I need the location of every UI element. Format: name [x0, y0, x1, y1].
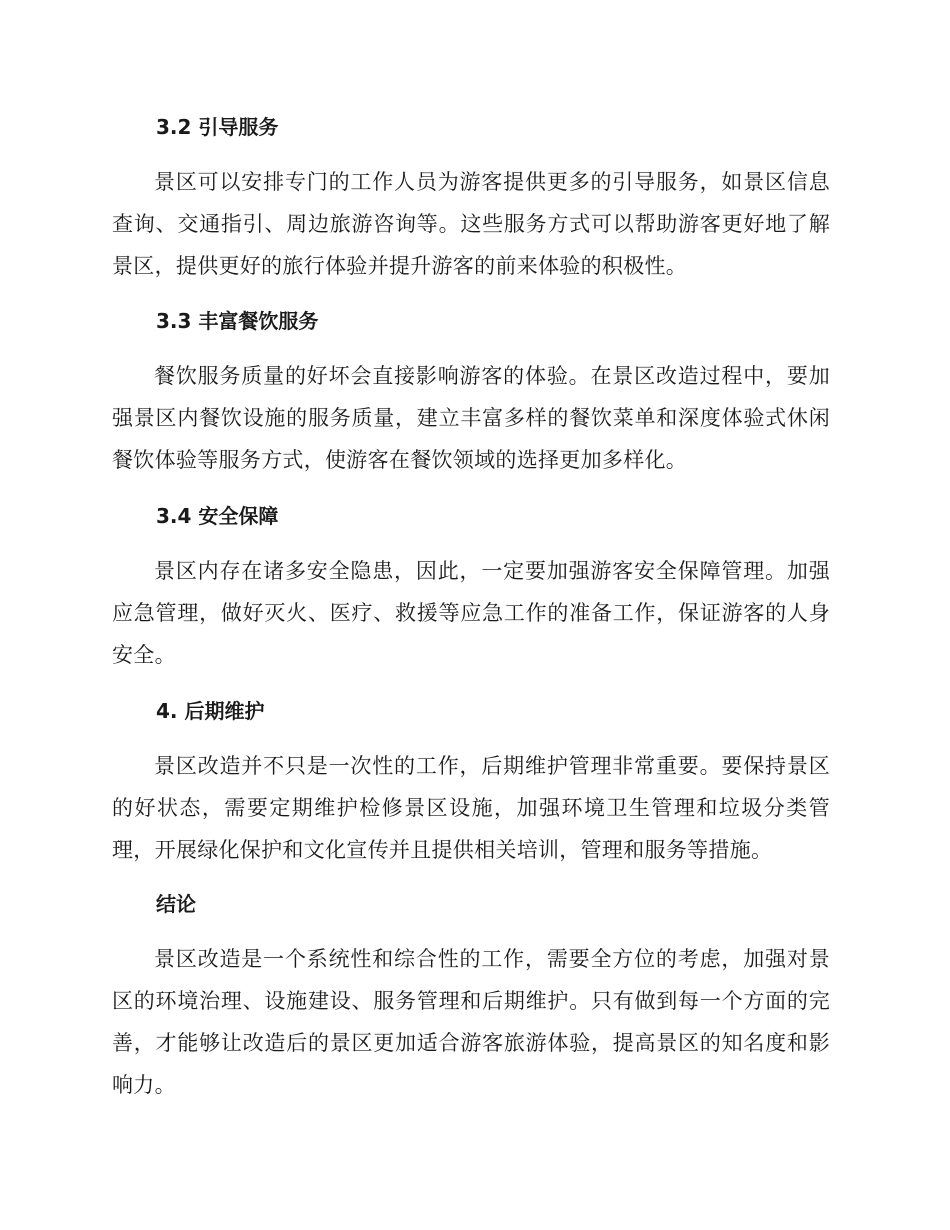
section-paragraph-3-4: 景区内存在诸多安全隐患，因此，一定要加强游客安全保障管理。加强应急管理，做好灭火、医疗、救援等应急工作的准备工作，保证游客的人身安全。	[112, 559, 830, 667]
section-paragraph-4: 景区改造并不只是一次性的工作，后期维护管理非常重要。要保持景区的好状态，需要定期维护检修景区设施，加强环境卫生管理和垃圾分类管理，开展绿化保护和文化宣传并且提供相关培训，管理和服务等措施。	[112, 754, 830, 862]
section-heading-3-4: 3.4 安全保障	[156, 504, 279, 528]
section-heading-4: 4. 后期维护	[156, 699, 265, 723]
section-paragraph-conclusion: 景区改造是一个系统性和综合性的工作，需要全方位的考虑，加强对景区的环境治理、设施建设、服务管理和后期维护。只有做到每一个方面的完善，才能够让改造后的景区更加适合游客旅游体验，提高景区的知名度和影响力。	[112, 947, 830, 1097]
section-paragraph-3-2: 景区可以安排专门的工作人员为游客提供更多的引导服务，如景区信息查询、交通指引、周边旅游咨询等。这些服务方式可以帮助游客更好地了解景区，提供更好的旅行体验并提升游客的前来体验的积极性。	[112, 170, 830, 278]
section-heading-3-3: 3.3 丰富餐饮服务	[156, 309, 319, 333]
section-heading-conclusion: 结论	[156, 892, 196, 916]
section-heading-3-2: 3.2 引导服务	[156, 115, 279, 139]
section-paragraph-3-3: 餐饮服务质量的好坏会直接影响游客的体验。在景区改造过程中，要加强景区内餐饮设施的服务质量，建立丰富多样的餐饮菜单和深度体验式休闲餐饮体验等服务方式，使游客在餐饮领域的选择更加多样化。	[112, 364, 830, 472]
